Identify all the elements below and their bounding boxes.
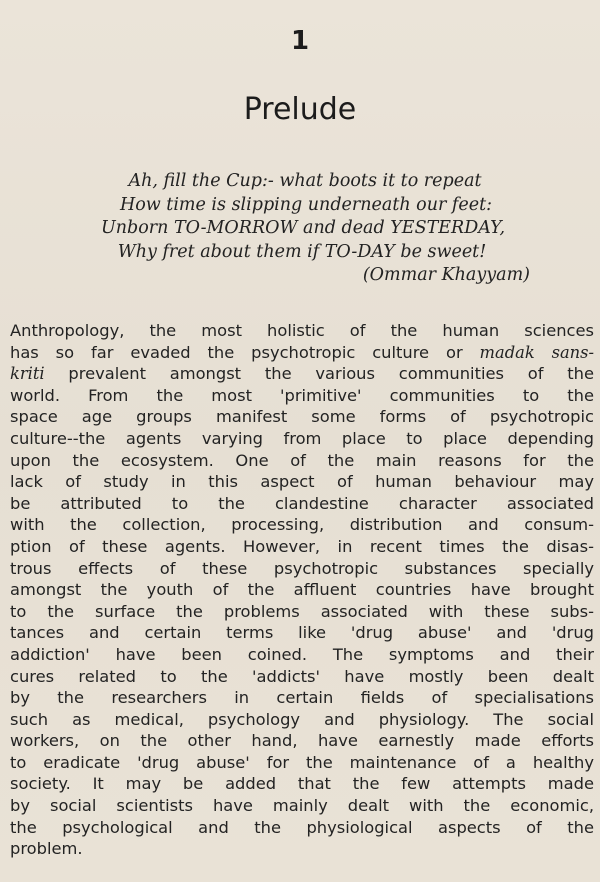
paragraph-line: problem. — [10, 839, 83, 859]
paragraph-line: to the surface the problems associated with these subs- — [10, 601, 594, 621]
paragraph-line: culture--the agents varying from place to place depending — [10, 428, 594, 448]
paragraph-line: addiction' have been coined. The symptoms and their — [10, 644, 594, 664]
italic-term: madak sans- — [479, 342, 594, 362]
paragraph-line: world. From the most 'primitive' communities to the — [10, 385, 594, 405]
body-paragraph — [10, 320, 594, 860]
paragraph-line: lack of study in this aspect of human behaviour may — [10, 472, 594, 492]
epigraph-line: How time is slipping underneath our feet: — [119, 194, 493, 215]
paragraph-line: has so far evaded the psychotropic culture or madak sans- — [10, 342, 594, 362]
italic-term: kriti — [10, 364, 45, 384]
paragraph-line: amongst the youth of the affluent countries have brought — [10, 580, 594, 600]
paragraph-line: cures related to the 'addicts' have mostly been dealt — [10, 666, 594, 686]
epigraph-attribution: (Ommar Khayyam) — [362, 265, 530, 285]
paragraph-line: workers, on the other hand, have earnestly made efforts — [10, 731, 594, 751]
paragraph-line: ption of these agents. However, in recent times the disas- — [10, 536, 594, 556]
paragraph-line: tances and certain terms like 'drug abuse' and 'drug — [10, 623, 594, 643]
paragraph-line: kriti prevalent amongst the various communities of the — [10, 364, 594, 384]
chapter-title: Prelude — [243, 92, 357, 127]
paragraph-line: by social scientists have mainly dealt with the economic, — [10, 796, 594, 816]
paragraph-line: space age groups manifest some forms of psychotropic — [10, 407, 594, 427]
paragraph-line: to eradicate 'drug abuse' for the maintenance of a healthy — [10, 752, 594, 772]
paragraph-line: society. It may be added that the few attempts made — [10, 774, 594, 794]
paragraph-line: the psychological and the physiological aspects of the — [10, 817, 594, 837]
paragraph-line: such as medical, psychology and physiology. The social — [10, 709, 594, 729]
epigraph — [0, 170, 600, 288]
epigraph-line: Ah, fill the Cup:- what boots it to repeat — [128, 171, 482, 191]
paragraph-line: be attributed to the clandestine character associated — [10, 493, 594, 513]
paragraph-line: by the researchers in certain fields of specialisations — [10, 688, 594, 708]
epigraph-line: Unborn TO-MORROW and dead YESTERDAY, — [100, 218, 506, 238]
epigraph-line: Why fret about them if TO-DAY be sweet! — [117, 241, 487, 262]
paragraph-line: Anthropology, the most holistic of the human sciences — [10, 321, 594, 340]
paragraph-line: with the collection, processing, distribution and consum- — [10, 515, 594, 535]
chapter-number: 1 — [290, 26, 310, 56]
paragraph-line: upon the ecosystem. One of the main reasons for the — [10, 450, 594, 470]
paragraph-line: trous effects of these psychotropic substances specially — [10, 558, 594, 578]
